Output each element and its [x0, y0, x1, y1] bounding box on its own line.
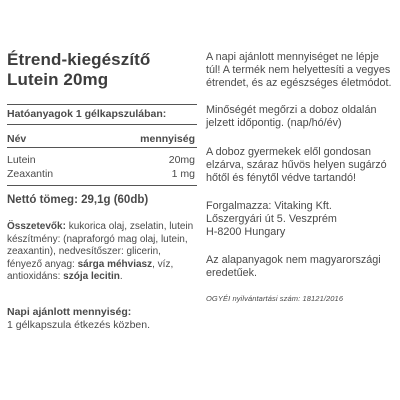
origin-paragraph: Az alapanyagok nem magyarországi eredetűek. [206, 254, 381, 279]
col-qty-header: mennyiség [140, 133, 195, 145]
composition-soy-lecithin: szója lecitin [63, 271, 120, 282]
table-rows [7, 148, 197, 186]
title-line-2: Lutein 20mg [7, 70, 109, 89]
ingredient-name: Lutein [7, 154, 36, 166]
warning-paragraph: A napi ajánlott mennyiséget ne lépje túl! A termék nem helyettesíti a vegyes étrendet, és az egészséges életmódot. [206, 51, 392, 89]
distributor-paragraph [206, 200, 396, 239]
table-row [7, 167, 197, 181]
registration-number: OGYÉI nyilvántartási szám: 18121/2016 [206, 294, 344, 303]
daily-dose-text: 1 gélkapszula étkezés közben. [7, 318, 151, 331]
composition [7, 221, 197, 284]
distributor-country: H-8200 Hungary [206, 226, 286, 238]
ingredient-name: Zeaxantin [7, 168, 54, 180]
right-column [206, 51, 396, 305]
product-title [7, 50, 197, 90]
left-column [7, 50, 197, 332]
composition-label: Összetevők: [7, 221, 66, 232]
daily-dose [7, 306, 197, 332]
ingredient-qty: 20mg [168, 154, 195, 166]
composition-text-1: kukorica olaj, zselatin, lutein készítmény: (napraforgó mag olaj, lutein, zeaxantin), nedvesítőszer: glicerin, fényező anyag: [7, 221, 194, 270]
composition-text-3: . [119, 271, 123, 282]
storage-date-paragraph: Minőségét megőrzi a doboz oldalán jelzett időpontig. (nap/hó/év) [206, 104, 377, 129]
active-ingredients-table [7, 104, 197, 186]
table-row [7, 153, 197, 167]
composition-beeswax: sárga méhviasz [77, 258, 153, 270]
title-line-1: Étrend-kiegészítő [7, 50, 151, 69]
composition-text-2: , víz, antioxidáns: [7, 258, 174, 282]
col-name-header: Név [7, 133, 27, 145]
distributor-address: Lőszergyári út 5. Veszprém [206, 213, 337, 225]
distributor-name: Forgalmazza: Vitaking Kft. [206, 200, 332, 212]
ingredient-qty: 1 mg [171, 168, 195, 180]
net-weight: Nettó tömeg: 29,1g (60db) [7, 194, 149, 206]
table-column-headers [7, 125, 197, 148]
storage-conditions-paragraph: A doboz gyermekek elől gondosan elzárva, száraz hűvös helyen sugárzó hőtől és fénytől védve tartandó! [206, 146, 387, 184]
daily-dose-label: Napi ajánlott mennyiség: [7, 305, 132, 318]
table-header: Hatóanyagok 1 gélkapszulában: [7, 105, 197, 125]
